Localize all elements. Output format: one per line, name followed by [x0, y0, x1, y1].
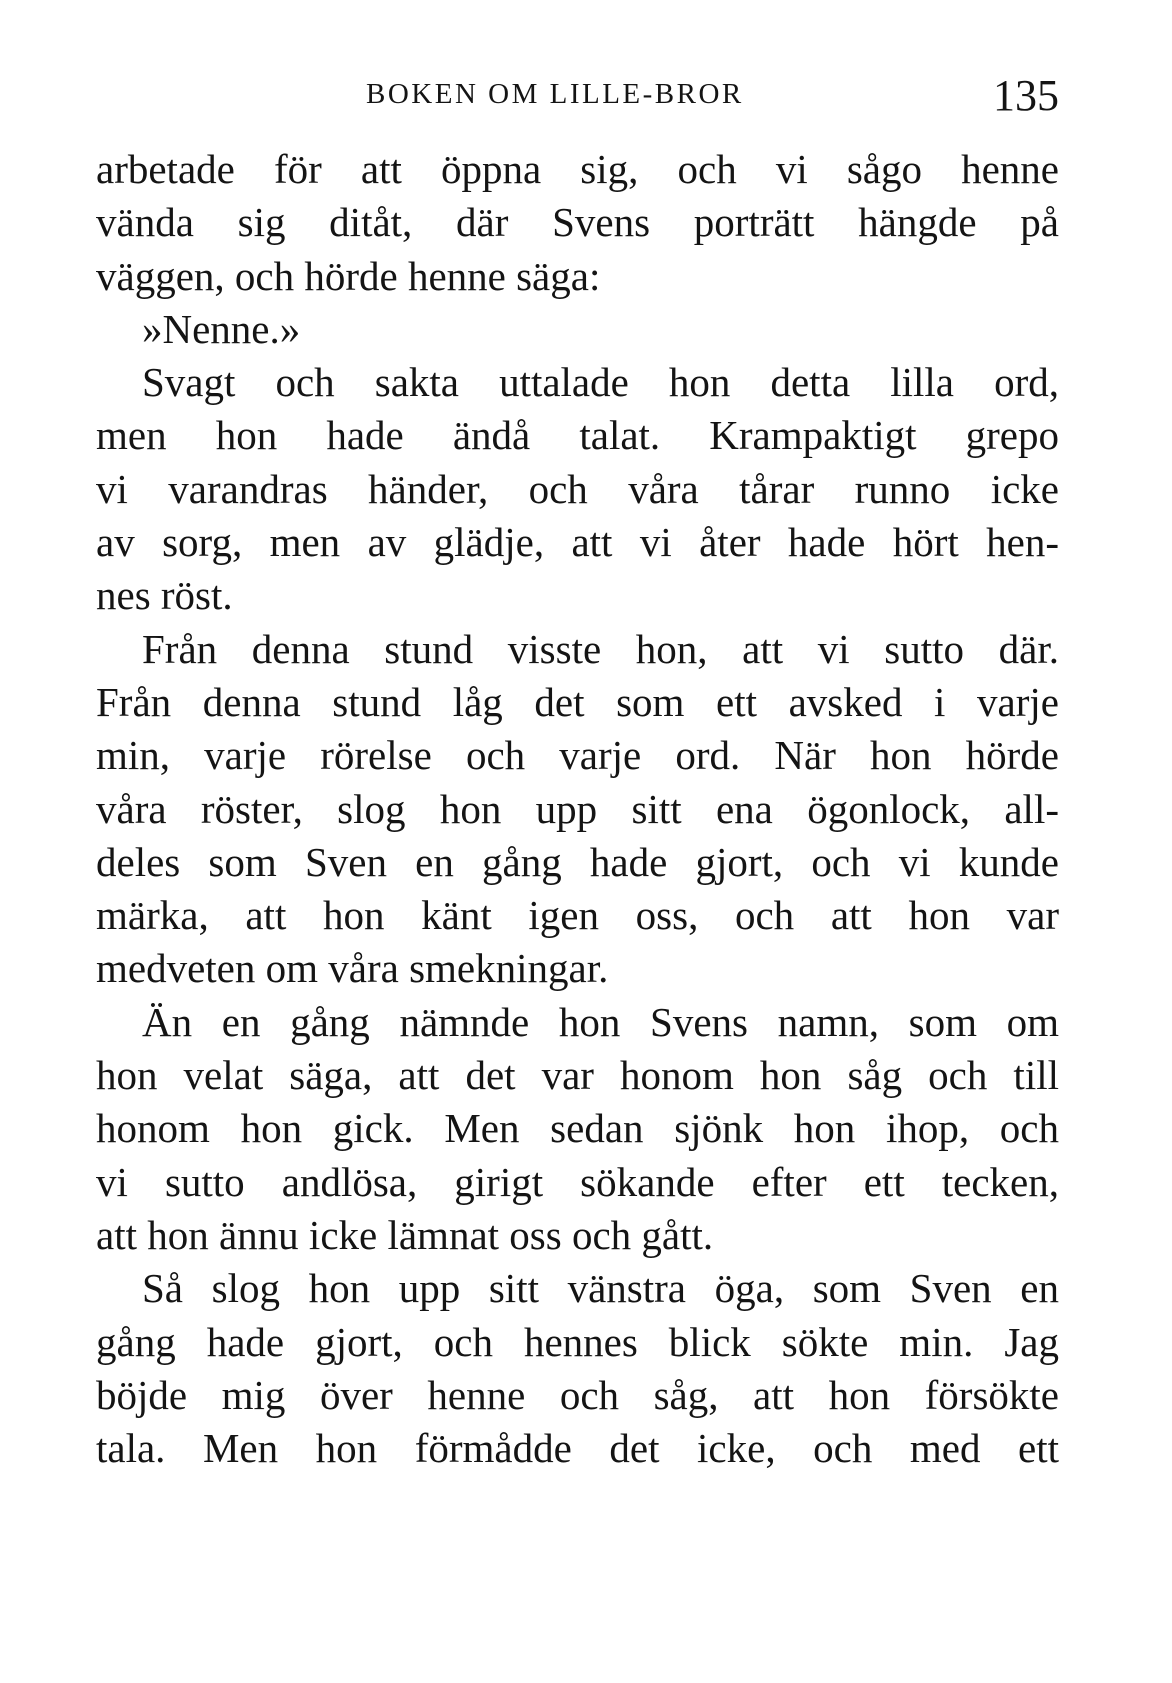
text-line: våra röster, slog hon upp sitt ena ögonlock, all-: [96, 785, 1059, 832]
text-line: Än en gång nämnde hon Svens namn, som om: [142, 998, 1059, 1045]
paragraph: [96, 356, 1059, 622]
text-line: väggen, och hörde henne säga:: [96, 252, 601, 299]
page-number: 135: [993, 71, 1059, 120]
paragraph: [96, 303, 1059, 356]
text-line: hon velat säga, att det var honom hon såg och till: [96, 1052, 1059, 1099]
text-line: märka, att hon känt igen oss, och att hon var: [96, 892, 1059, 939]
paragraph: [96, 1262, 1059, 1475]
text-line: tala. Men hon förmådde det icke, och med ett: [96, 1425, 1059, 1472]
text-line: av sorg, men av glädje, att vi åter hade hört hen-: [96, 519, 1059, 566]
text-line: böjde mig över henne och såg, att hon försökte: [96, 1371, 1059, 1418]
text-line: gång hade gjort, och hennes blick sökte min. Jag: [96, 1318, 1059, 1365]
text-line: vända sig ditåt, där Svens porträtt hängde på: [96, 199, 1059, 246]
text-line: deles som Sven en gång hade gjort, och vi kunde: [96, 838, 1059, 885]
paragraph: [96, 143, 1059, 303]
text-line: honom hon gick. Men sedan sjönk hon ihop, och: [96, 1105, 1059, 1152]
body-text: [96, 143, 1059, 1475]
text-line: men hon hade ändå talat. Krampaktigt grepo: [96, 412, 1059, 459]
paragraph: [96, 996, 1059, 1262]
text-line: medveten om våra smekningar.: [96, 945, 609, 992]
text-line: arbetade för att öppna sig, och vi sågo henne: [96, 146, 1059, 192]
text-line: vi sutto andlösa, girigt sökande efter ett tecken,: [96, 1158, 1059, 1205]
text-line: Från denna stund visste hon, att vi sutto där.: [142, 625, 1059, 672]
paragraph: [96, 623, 1059, 996]
running-title: BOKEN OM LILLE-BROR: [366, 78, 744, 110]
text-line: nes röst.: [96, 572, 233, 619]
text-line: Från denna stund låg det som ett avsked i varje: [96, 678, 1059, 725]
text-line: Svagt och sakta uttalade hon detta lilla ord,: [142, 359, 1059, 406]
running-head: [96, 72, 1059, 122]
text-line: »Nenne.»: [142, 305, 301, 352]
text-line: Så slog hon upp sitt vänstra öga, som Sven en: [142, 1265, 1059, 1312]
text-line: vi varandras händer, och våra tårar runno icke: [96, 465, 1059, 512]
text-line: att hon ännu icke lämnat oss och gått.: [96, 1211, 714, 1258]
text-line: min, varje rörelse och varje ord. När hon hörde: [96, 732, 1059, 779]
